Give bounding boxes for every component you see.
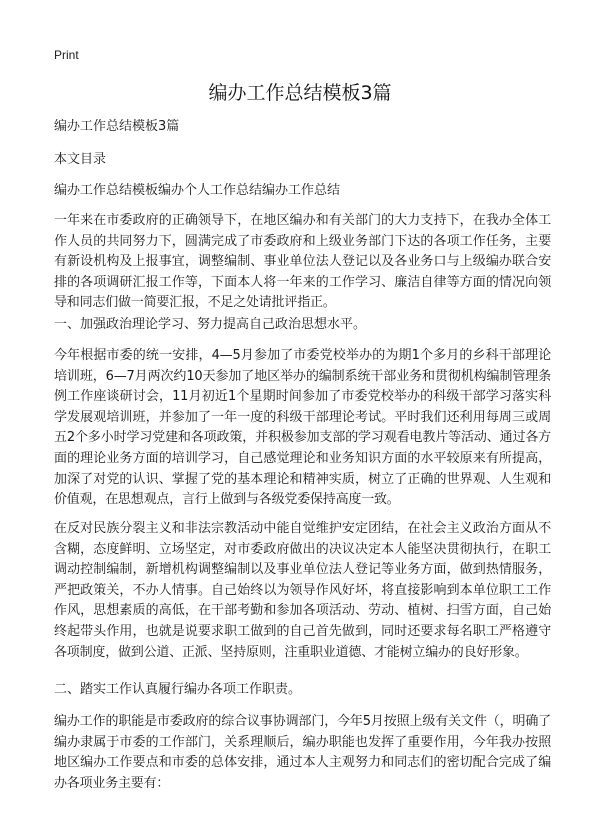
- document-title: 编办工作总结模板3篇: [208, 82, 392, 104]
- paragraph-theory-study: 今年根据市委的统一安排，4—5月参加了市委党校举办的为期1个多月的乡科干部理论培训班，6—7月两次约10天参加了地区举办的编制系统干部业务和贯彻机构编制管理条例工作座谈研讨会，11月初近1个星期时间参加了市委党校举办的科级干部学习落实科学发展观培训班，并参加了一年一度的科级干部理论考试。平时我们还利用每周三或周五2个多小时学习党建和各项政策，并积极参加支部的学习观看电教片等活动、通过各方面的理论业务方面的培训学习，自己感觉理论和业务知识方面的水平较原来有所提高，加深了对党的认识、掌握了党的基本理论和精神实质，树立了正确的世界观、人生观和价值观，在思想观点，言行上做到与各级党委保持高度一致。: [54, 348, 551, 508]
- section-heading-2: 二、踏实工作认真履行编办各项工作职责。: [54, 682, 302, 697]
- paragraph-intro: 一年来在市委政府的正确领导下，在地区编办和有关部门的大力支持下，在我办全体工作人员的共同努力下，圆满完成了市委政府和上级业务部门下达的各项工作任务，主要有新设机构及上报事宜，调整编制、事业单位法人登记以及各业务口与上级编办联合安排的各项调研汇报工作等，下面本人将一年来的工作学习、廉洁自律等方面的情况向领导和同志们做一简要汇报，不足之处请批评指正。: [54, 213, 551, 311]
- paragraph-political-stance: 在反对民族分裂主义和非法宗教活动中能自觉维护安定团结，在社会主义政治方面从不含糊，态度鲜明、立场坚定，对市委政府做出的决议决定本人能坚决贯彻执行，在职工调动控制编制，新增机构调整编制以及事业单位法人登记等业务方面，做到热情服务，严把政策关，不办人情事。自己始终以为领导作风好坏，将直接影响到本单位职工工作作风，思想素质的高低，在干部考勤和参加各项活动、劳动、植树、扫雪方面，自己始终起带头作用，也就是说要求职工做到的自己首先做到，同时还要求每名职工严格遵守各项制度，做到公道、正派、坚持原则，注重职业道德、才能树立编办的良好形象。: [54, 521, 551, 660]
- toc-entries: 编办工作总结模板编办个人工作总结编办工作总结: [54, 183, 341, 198]
- section-heading-1: 一、加强政治理论学习、努力提高自己政治思想水平。: [54, 317, 367, 332]
- paragraph-duties: 编办工作的职能是市委政府的综合议事协调部门，今年5月按照上级有关文件（，明确了编办隶属于市委的工作部门，关系理顺后，编办职能也发挥了重要作用，今年我办按照地区编办工作要点和市委的总体安排，通过本人主观努力和同志们的密切配合完成了编办各项业务主要有：: [54, 714, 551, 791]
- toc-heading: 本文目录: [54, 152, 107, 167]
- print-link[interactable]: Print: [54, 48, 79, 62]
- document-subtitle: 编办工作总结模板3篇: [54, 119, 180, 134]
